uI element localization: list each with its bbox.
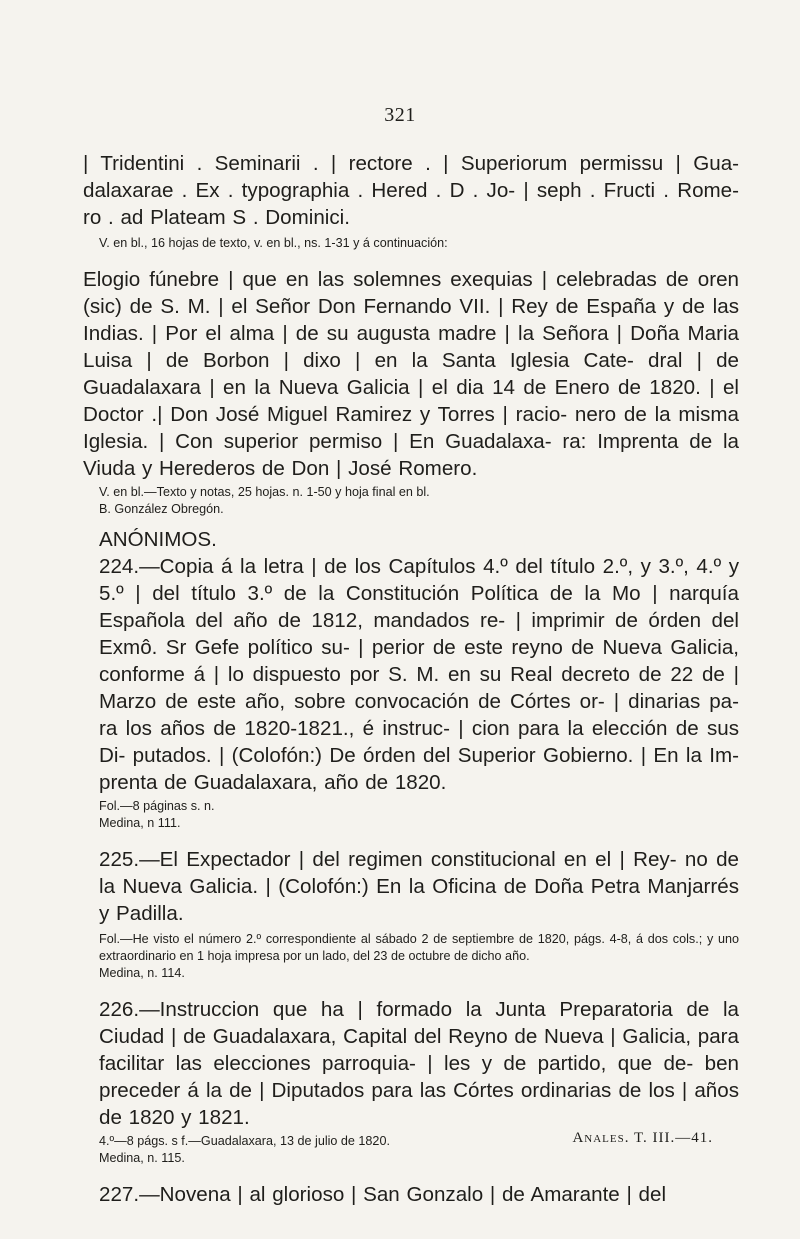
section-heading-anonimos: ANÓNIMOS.	[99, 528, 217, 551]
entry-elogio-text: Elogio fúnebre | que en las solemnes exequias | celebradas de oren (sic) de S. M. | el Señor Don Fernando VII. | Rey de España y de las Indias. | Por el alma | de su augusta madre | la Señora | Doña Maria Luisa | de Borbon | dixo | en la Santa Iglesia Cate- dral | de Guadalaxara | en la Nueva Galicia | el dia 14 de Enero de 1820. | el Doctor .| Don José Miguel Ramirez y Torres | racio- nero de la misma Iglesia. | Con superior permiso | En Guadalaxa- ra: Imprenta de la Viuda y Herederos de Don | José Romero.	[83, 268, 739, 480]
entry-227-text: 227.—Novena | al glorioso | San Gonzalo | de Amarante | del	[99, 1183, 667, 1206]
entry-225-note: Fol.—He visto el número 2.º correspondiente al sábado 2 de septiembre de 1820, págs. 4-8, á dos cols.; y uno extraordinario en 1 hoja impresa por un lado, del 23 de octubre de dicho año.	[99, 932, 739, 963]
entry-224-text: 224.—Copia á la letra | de los Capítulos 4.º del título 2.º, y 3.º, 4.º y 5.º | del título 3.º de la Constitución Política de la Mo | narquía Española del año de 1812, mandados re- | imprimir de órden del Exmô. Sr Gefe político su- | perior de este reyno de Nueva Galicia, conforme á | lo dispuesto por S. M. en su Real decreto de 22 de | Marzo de este año, sobre convocación de Córtes or- | dinarias pa- ra los años de 1820-1821., é instruc- | cion para la elección de sus Di- putados. | (Colofón:) De órden del Superior Gobierno. | En la Im- prenta de Guadalaxara, año de 1820.	[99, 555, 739, 794]
entry-226-note: Medina, n. 115.	[99, 1151, 185, 1165]
page-body	[83, 150, 739, 1208]
entry-226-note: 4.º—8 págs. s f.—Guadalaxara, 13 de julio de 1820.	[99, 1134, 390, 1148]
entry-225-note: Medina, n. 114.	[99, 966, 185, 980]
page-footer: Anales. T. III.—41.	[572, 1130, 713, 1146]
entry-elogio-note: B. González Obregón.	[99, 502, 224, 516]
entry-tridentini-note: V. en bl., 16 hojas de texto, v. en bl., ns. 1-31 y á continuación:	[99, 236, 448, 250]
entry-224-note: Medina, n 111.	[99, 816, 181, 830]
entry-tridentini-text: | Tridentini . Seminarii . | rectore . | Superiorum permissu | Gua- dalaxarae . Ex . typographia . Hered . D . Jo- | seph . Fructi . Rome- ro . ad Plateam S . Dominici.	[83, 152, 739, 229]
entry-225-text: 225.—El Expectador | del regimen constitucional en el | Rey- no de la Nueva Galicia. | (Colofón:) En la Oficina de Doña Petra Manjarrés y Padilla.	[99, 848, 739, 925]
entry-224-note: Fol.—8 páginas s. n.	[99, 799, 215, 813]
page-number: 321	[384, 104, 416, 126]
entry-elogio-note: V. en bl.—Texto y notas, 25 hojas. n. 1-50 y hoja final en bl.	[99, 485, 430, 499]
entry-226-text: 226.—Instruccion que ha | formado la Junta Preparatoria de la Ciudad | de Guadalaxara, Capital del Reyno de Nueva | Galicia, para facilitar las elecciones parroquia- | les y de partido, que de- ben preceder á la de | Diputados para las Córtes ordinarias de los | años de 1820 y 1821.	[99, 998, 739, 1129]
